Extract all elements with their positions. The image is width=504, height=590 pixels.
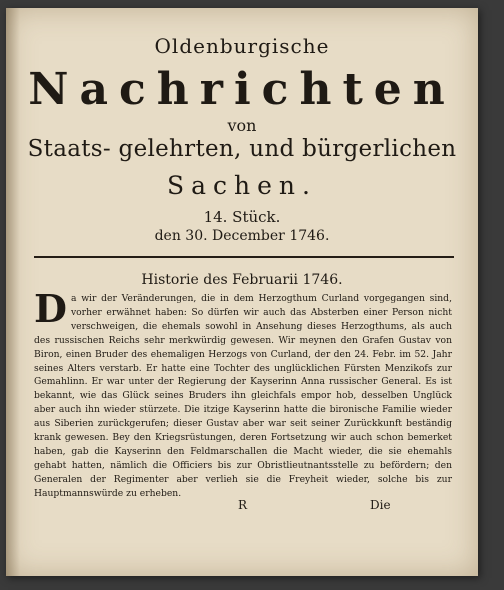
signature-mark: R xyxy=(238,498,248,512)
issue-date: den 30. December 1746. xyxy=(154,228,330,244)
catchword: Die xyxy=(370,498,391,512)
document-page xyxy=(6,8,478,576)
article-text: a wir der Veränderungen, die in dem Herzogthum Curland vorgegangen sind, vorher erwähnet haben: So dürfen wir auch das Absterben einer Person nicht verschweigen, die ehemals sowohl in Ansehung dieses Herzogthums, als auch des russischen Reichs sehr merkwürdig gewesen. Wir meynen den Grafen Gustav von Biron, einen Bruder des ehemaligen Herzogs von Curland, der den 24. Febr. im 52. Jahr seines Alters verstarb. Er hatte eine Tochter des unglücklichen Fürsten Menzikofs zur Gemahlinn. Er war unter der Regierung der Kayserinn Anna russischer General. Es ist bekannt, wie das Glück seines Bruders ihn gleichfals empor hob, desselben Unglück aber auch ihn wieder stürzete. Die itzige Kayserinn hatte die bironische Familie wieder aus Siberien zurückgerufen; dieser Gustav aber war seit seiner Zurückkunft beständig krank gewesen. Bey den Kriegsrüstungen, deren Fortsetzung wir auch schon bemerket haben, gab die Kayserinn den Feldmarschallen die Macht wieder, die sie ehemahls gehabt hatten, nämlich die Officiers bis zur Obristlieutnantsstelle zu befördern; den Generalen der Regimenter aber verlieh sie die Freyheit wieder, solche bis zur Hauptmannswürde zu erheben. xyxy=(34,293,452,499)
issue-number: 14. Stück. xyxy=(203,208,281,226)
masthead-line-3: von xyxy=(227,116,257,135)
masthead-line-5: Sachen. xyxy=(167,171,317,200)
drop-cap: D xyxy=(34,286,67,331)
article-heading: Historie des Februarii 1746. xyxy=(141,272,343,288)
masthead-line-1: Oldenburgische xyxy=(154,34,330,58)
divider-rule xyxy=(34,256,454,258)
masthead-title: Nachrichten xyxy=(28,64,456,115)
article-body xyxy=(34,286,452,501)
masthead-line-4: Staats- gelehrten, und bürgerlichen xyxy=(27,136,457,162)
